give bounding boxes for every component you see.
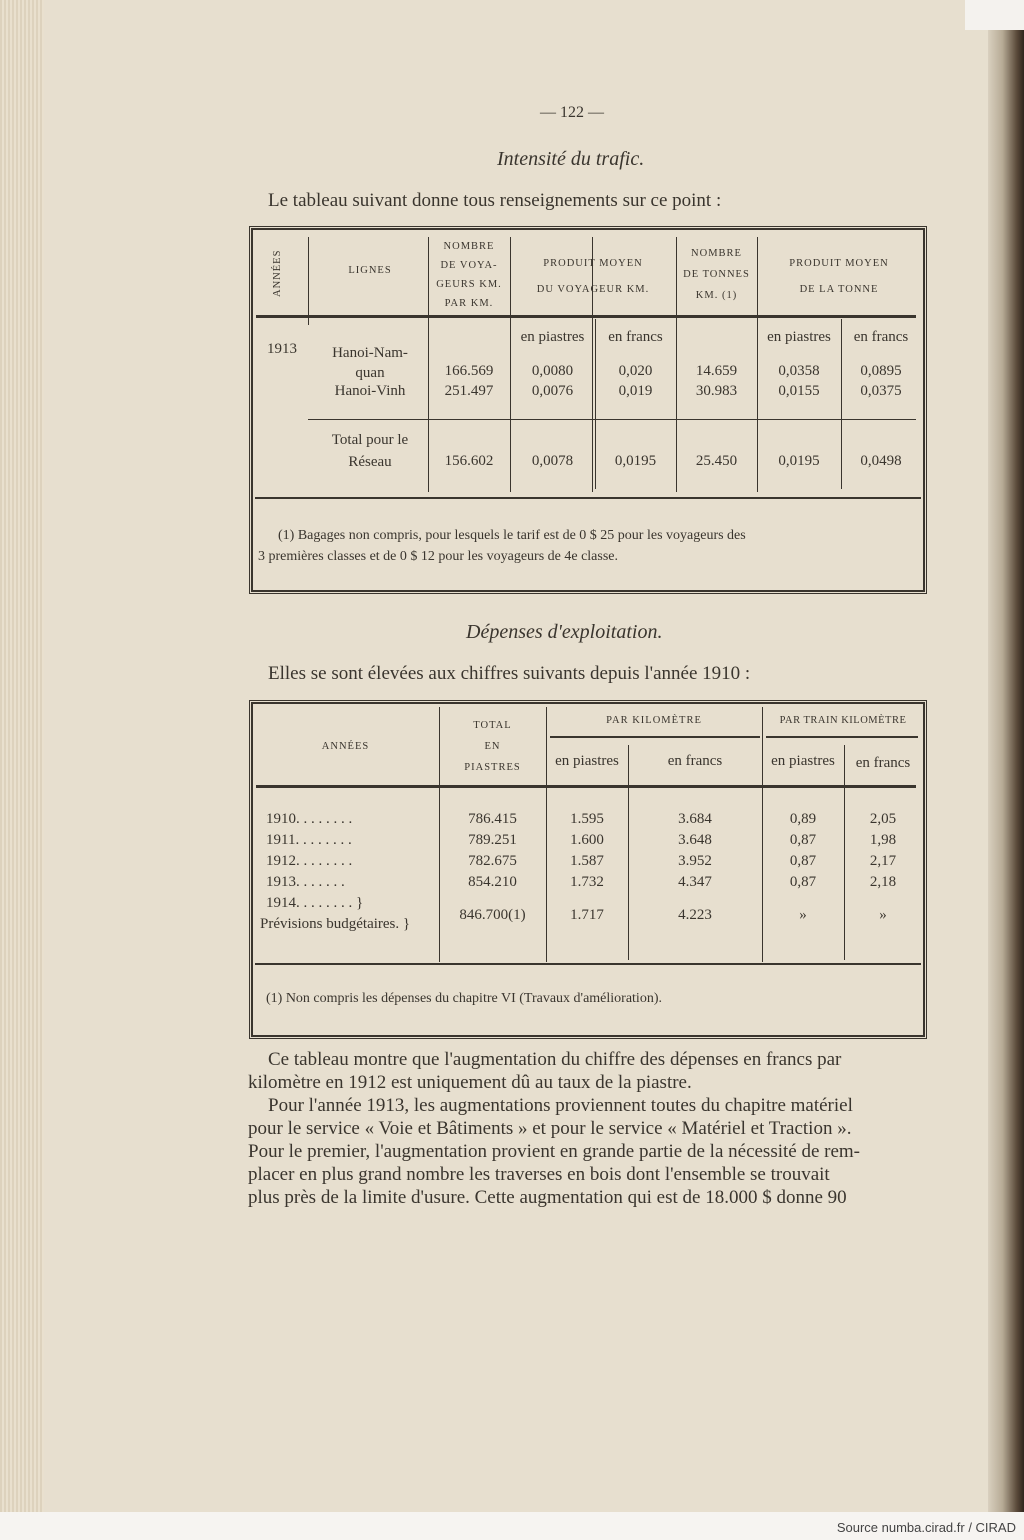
tk-francs: 2,17 bbox=[869, 853, 897, 869]
tonnes: 14.659 bbox=[695, 363, 738, 379]
section-intro-traffic: Le tableau suivant donne tous renseignements sur ce point : bbox=[268, 190, 722, 211]
header-produit-voyageur-2: DU VOYAGEUR KM. bbox=[536, 284, 650, 295]
header-voyageurs-2: DE VOYA- bbox=[440, 260, 498, 271]
book-spine bbox=[988, 0, 1024, 1512]
section-title-traffic: Intensité du trafic. bbox=[497, 148, 645, 170]
header-produit-voyageur-1: PRODUIT MOYEN bbox=[543, 258, 643, 269]
body-line: Pour l'année 1913, les augmentations proviennent toutes du chapitre matériel bbox=[268, 1095, 853, 1116]
page-stack-edge bbox=[0, 0, 44, 1512]
pt-francs: 0,0498 bbox=[860, 453, 902, 469]
background-corner bbox=[965, 0, 1024, 30]
tk-piastres: 0,87 bbox=[789, 874, 817, 890]
km-francs: 3.952 bbox=[678, 853, 712, 869]
annee: 1912. . . . . . . . bbox=[266, 853, 353, 869]
header-tonnes-1: NOMBRE bbox=[691, 248, 742, 259]
body-line: placer en plus grand nombre les traverses en bois dont l'ensemble se trouvait bbox=[248, 1164, 830, 1185]
voyageurs: 156.602 bbox=[444, 453, 494, 469]
annee: 1911. . . . . . . . bbox=[266, 832, 352, 848]
tk-francs: 2,05 bbox=[869, 811, 897, 827]
header-voyageurs-3: GEURS KM. bbox=[436, 279, 502, 290]
pt-piastres: 0,0195 bbox=[778, 453, 820, 469]
expenses-table bbox=[249, 700, 927, 1039]
header-annees: ANNÉES bbox=[272, 249, 283, 297]
ligne: Réseau bbox=[348, 454, 392, 470]
subheader-pv-francs: en francs bbox=[608, 329, 663, 345]
traffic-table bbox=[249, 226, 927, 594]
km-piastres: 1.732 bbox=[570, 874, 604, 890]
km-francs: 3.648 bbox=[678, 832, 712, 848]
km-piastres: 1.587 bbox=[570, 853, 604, 869]
section-title-expenses: Dépenses d'exploitation. bbox=[466, 621, 663, 643]
subheader-km-piastres: en piastres bbox=[555, 753, 619, 769]
km-piastres: 1.717 bbox=[570, 907, 604, 923]
pv-piastres: 0,0076 bbox=[531, 383, 574, 399]
year-cell: 1913 bbox=[267, 341, 297, 357]
annee-note: Prévisions budgétaires. } bbox=[260, 916, 411, 932]
header-voyageurs-4: PAR KM. bbox=[444, 298, 494, 309]
tk-francs: » bbox=[879, 907, 887, 923]
total: 846.700(1) bbox=[459, 907, 526, 923]
subheader-pt-piastres: en piastres bbox=[767, 329, 831, 345]
header-total-3: PIASTRES bbox=[464, 762, 521, 773]
pv-piastres: 0,0080 bbox=[531, 363, 574, 379]
header-par-train-km: PAR TRAIN KILOMÈTRE bbox=[779, 715, 907, 726]
header-total-1: TOTAL bbox=[473, 720, 512, 731]
subheader-km-francs: en francs bbox=[667, 753, 723, 769]
km-francs: 4.347 bbox=[678, 874, 712, 890]
total: 782.675 bbox=[468, 853, 517, 869]
subheader-tk-piastres: en piastres bbox=[771, 753, 835, 769]
body-line: kilomètre en 1912 est uniquement dû au taux de la piastre. bbox=[248, 1072, 692, 1093]
total: 789.251 bbox=[468, 832, 517, 848]
annee: 1910. . . . . . . . bbox=[266, 811, 353, 827]
km-francs: 4.223 bbox=[678, 907, 712, 923]
tk-piastres: 0,87 bbox=[789, 853, 817, 869]
pt-piastres: 0,0358 bbox=[778, 363, 820, 379]
body-line: Ce tableau montre que l'augmentation du chiffre des dépenses en francs par bbox=[268, 1049, 842, 1070]
source-credit: Source numba.cirad.fr / CIRAD bbox=[836, 1520, 1016, 1535]
tk-piastres: 0,89 bbox=[789, 811, 817, 827]
footnote-line: (1) Bagages non compris, pour lesquels le tarif est de 0 $ 25 pour les voyageurs des bbox=[278, 528, 746, 543]
header-produit-tonne-2: DE LA TONNE bbox=[799, 284, 879, 295]
pt-francs: 0,0895 bbox=[860, 363, 902, 379]
ligne: Total pour le bbox=[331, 432, 409, 448]
pt-piastres: 0,0155 bbox=[778, 383, 820, 399]
total: 786.415 bbox=[468, 811, 517, 827]
tk-francs: 2,18 bbox=[869, 874, 897, 890]
annee: 1913. . . . . . . bbox=[266, 874, 345, 890]
tk-francs: 1,98 bbox=[869, 832, 897, 848]
body-line: plus près de la limite d'usure. Cette augmentation qui est de 18.000 $ donne 90 bbox=[248, 1187, 847, 1208]
pv-francs: 0,019 bbox=[618, 383, 653, 399]
header-tonnes-3: KM. (1) bbox=[695, 290, 738, 301]
pt-francs: 0,0375 bbox=[860, 383, 902, 399]
tk-piastres: » bbox=[799, 907, 807, 923]
footnote-line: 3 premières classes et de 0 $ 12 pour les voyageurs de 4e classe. bbox=[258, 549, 618, 564]
page-number: — 122 — bbox=[540, 104, 604, 121]
header-tonnes-2: DE TONNES bbox=[683, 269, 750, 280]
ligne: quan bbox=[355, 365, 385, 381]
header-voyageurs-1: NOMBRE bbox=[443, 241, 495, 252]
body-text bbox=[248, 1048, 932, 1209]
body-line: pour le service « Voie et Bâtiments » et pour le service « Matériel et Traction ». bbox=[248, 1118, 852, 1139]
pv-piastres: 0,0078 bbox=[531, 453, 574, 469]
header-total-2: EN bbox=[484, 741, 501, 752]
km-francs: 3.684 bbox=[678, 811, 712, 827]
subheader-pv-piastres: en piastres bbox=[520, 329, 585, 345]
ligne: Hanoi-Vinh bbox=[334, 383, 406, 399]
km-piastres: 1.595 bbox=[570, 811, 604, 827]
total: 854.210 bbox=[468, 874, 517, 890]
tonnes: 25.450 bbox=[695, 453, 738, 469]
header-par-km: PAR KILOMÈTRE bbox=[606, 715, 702, 726]
footnote: (1) Non compris les dépenses du chapitre VI (Travaux d'amélioration). bbox=[266, 991, 662, 1006]
ligne: Hanoi-Nam- bbox=[332, 345, 408, 361]
header-annees: ANNÉES bbox=[321, 741, 370, 752]
pv-francs: 0,020 bbox=[618, 363, 653, 379]
tk-piastres: 0,87 bbox=[789, 832, 817, 848]
header-produit-tonne-1: PRODUIT MOYEN bbox=[789, 258, 889, 269]
voyageurs: 251.497 bbox=[444, 383, 494, 399]
subheader-tk-francs: en francs bbox=[855, 755, 911, 771]
annee: 1914. . . . . . . . } bbox=[266, 895, 364, 911]
body-line: Pour le premier, l'augmentation provient en grande partie de la nécessité de rem- bbox=[248, 1141, 861, 1162]
subheader-pt-francs: en francs bbox=[853, 329, 909, 345]
km-piastres: 1.600 bbox=[570, 832, 604, 848]
tonnes: 30.983 bbox=[695, 383, 738, 399]
pv-francs: 0,0195 bbox=[614, 453, 657, 469]
section-intro-expenses: Elles se sont élevées aux chiffres suivants depuis l'année 1910 : bbox=[268, 663, 751, 684]
header-lignes: LIGNES bbox=[348, 265, 392, 276]
voyageurs: 166.569 bbox=[444, 363, 494, 379]
